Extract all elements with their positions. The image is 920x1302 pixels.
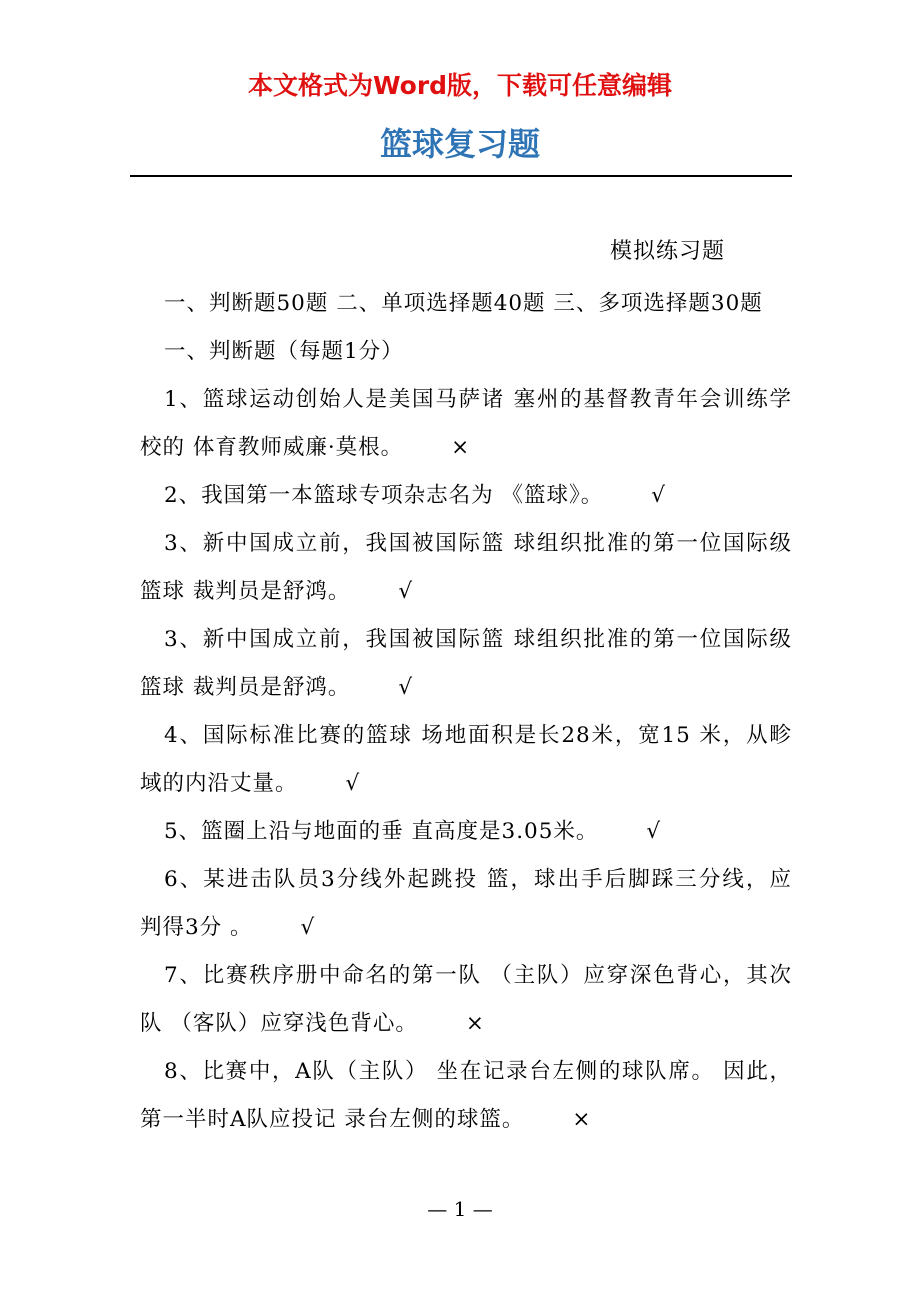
question-6 [140,856,792,952]
page-number: — 1 — [427,1197,493,1221]
question-3b [140,616,792,712]
question-3a [140,520,792,616]
question-7 [140,952,792,1048]
answer-mark: √ [398,675,414,700]
question-text: 6、某进击队员3分线外起跳投 篮，球出手后脚踩三分线，应 判得3分 。 [140,867,792,940]
paragraph-text: 一、判断题50题 二、单项选择题40题 三、多项选择题30题 [164,291,763,316]
page-title: 篮球复习题 [379,125,540,163]
title-divider [130,175,792,177]
answer-mark: √ [398,579,414,604]
answer-mark: √ [300,915,316,940]
format-banner: 本文格式为Word版，下载可任意编辑 [247,71,673,100]
paragraph-text: 一、判断题（每题1分） [164,339,404,364]
question-text: 1、篮球运动创始人是美国马萨诸 塞州的基督教青年会训练学校的 体育教师威廉·莫根。 [140,387,792,460]
paragraph-section-heading [140,328,792,376]
answer-mark: × [465,1011,485,1036]
question-text: 3、新中国成立前，我国被国际篮 球组织批准的第一位国际级篮球 裁判员是舒鸿。 [140,531,792,604]
question-text: 4、国际标准比赛的篮球 场地面积是长28米，宽15 米，从畛域的内沿丈量。 [140,723,792,796]
question-1 [140,376,792,472]
question-text: 3、新中国成立前，我国被国际篮 球组织批准的第一位国际级篮球 裁判员是舒鸿。 [140,627,792,700]
answer-mark: √ [646,819,662,844]
question-2 [140,472,792,520]
question-4 [140,712,792,808]
answer-mark: √ [345,771,361,796]
answer-mark: × [451,435,471,460]
document-body [140,280,792,1144]
paragraph-overview [140,280,792,328]
question-text: 8、比赛中，A队（主队） 坐在记录台左侧的球队席。 因此，第一半时A队应投记 录台左侧的球篮。 [140,1059,792,1132]
question-8 [140,1048,792,1144]
question-5 [140,808,792,856]
section-subtitle: 模拟练习题 [610,239,726,264]
question-text: 2、我国第一本篮球专项杂志名为 《篮球》。 [164,483,604,508]
question-text: 5、篮圈上沿与地面的垂 直高度是3.05米。 [164,819,599,844]
answer-mark: × [572,1107,592,1132]
answer-mark: √ [651,483,666,508]
question-text: 7、比赛秩序册中命名的第一队 （主队）应穿深色背心，其次队 （客队）应穿浅色背心。 [140,963,792,1036]
